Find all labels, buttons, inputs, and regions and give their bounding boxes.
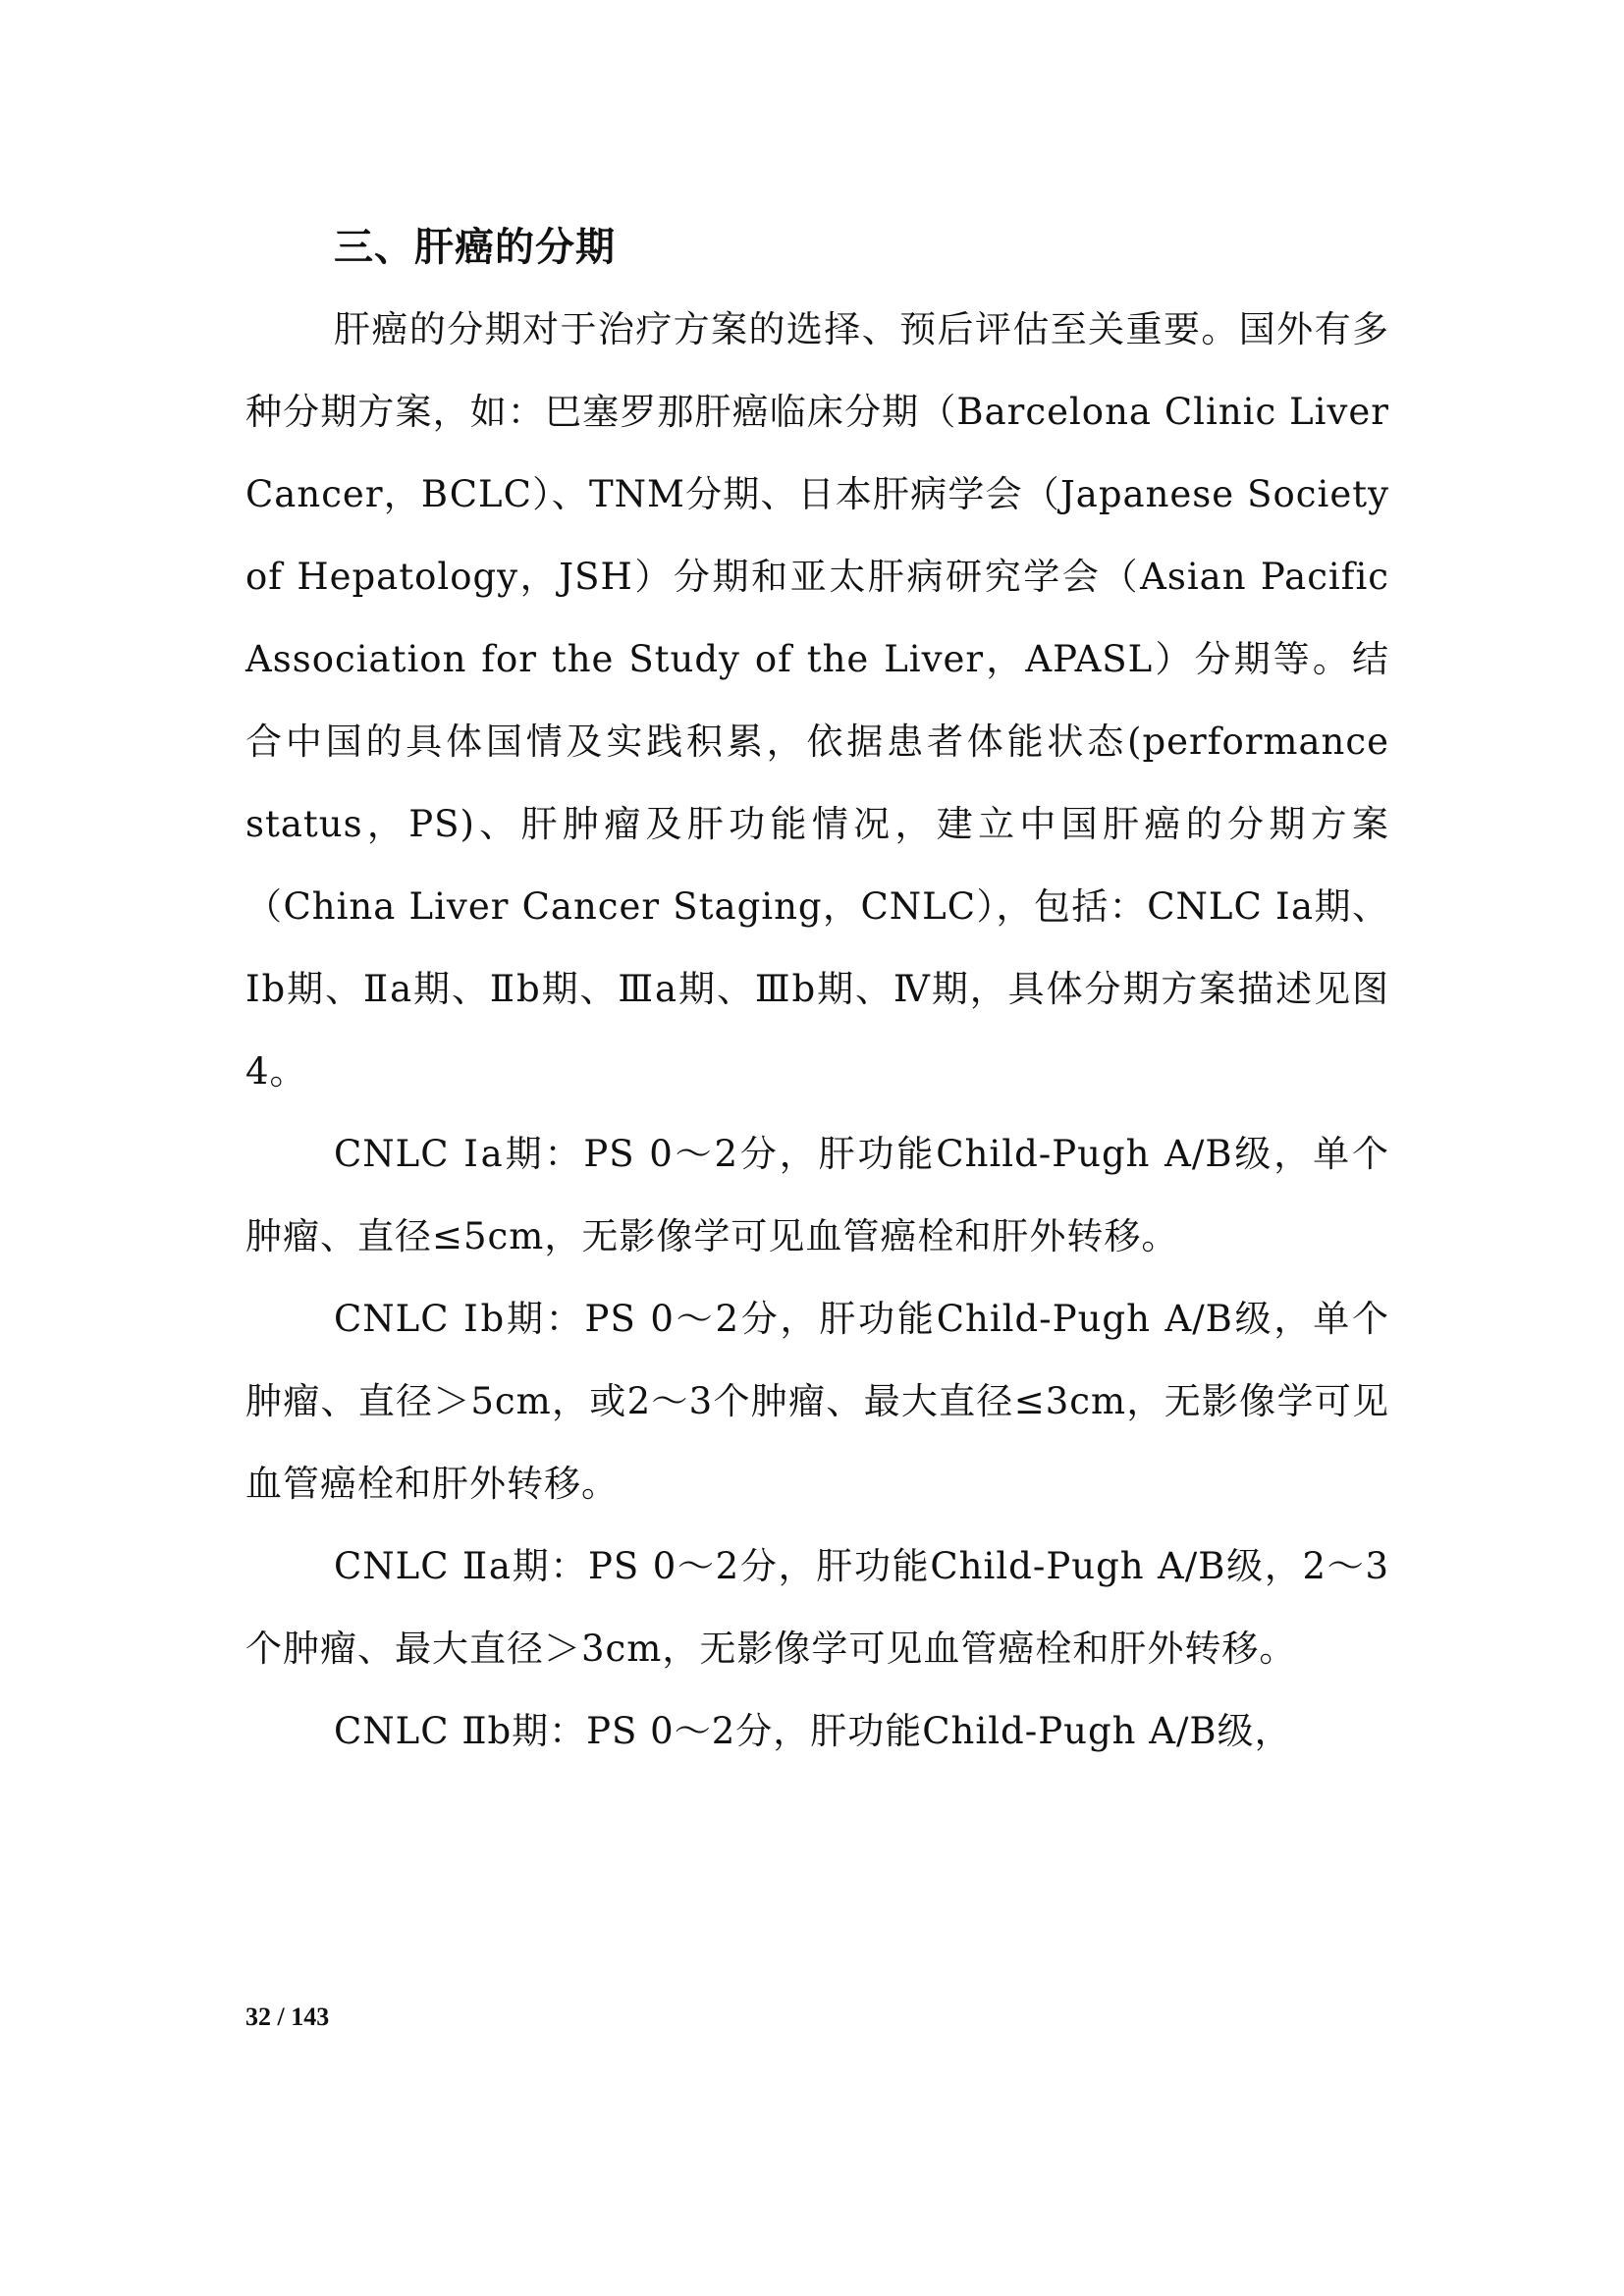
paragraph-stage-1b: CNLC Ⅰb期：PS 0～2分，肝功能Child-Pugh A/B级，单个肿瘤、直径＞5cm，或2～3个肿瘤、最大直径≤3cm，无影像学可见血管癌栓和肝外转移。	[245, 1298, 1389, 1505]
page-number: 32 / 143	[245, 2002, 330, 2031]
page-content	[245, 206, 1389, 1773]
paragraph-stage-2b: CNLC Ⅱb期：PS 0～2分，肝功能Child-Pugh A/B级，	[334, 1710, 1292, 1752]
paragraph-overview: 肝癌的分期对于治疗方案的选择、预后评估至关重要。国外有多种分期方案，如：巴塞罗那肝癌临床分期（Barcelona Clinic Liver Cancer，BCLC）、TNM分期、日本肝病学会（Japanese Society of Hepatology，JSH）分期和亚太肝病研究学会（Asian Pacific Association for the Study of the Liver，APASL）分期等。结合中国的具体国情及实践积累，依据患者体能状态(performance status，PS)、肝肿瘤及肝功能情况，建立中国肝癌的分期方案（China Liver Cancer Staging，CNLC），包括：CNLC Ⅰa期、Ⅰb期、Ⅱa期、Ⅱb期、Ⅲa期、Ⅲb期、Ⅳ期，具体分期方案描述见图4。	[245, 308, 1389, 1093]
section-heading: 三、肝癌的分期	[334, 225, 616, 270]
paragraph-stage-1a: CNLC Ⅰa期：PS 0～2分，肝功能Child-Pugh A/B级，单个肿瘤、直径≤5cm，无影像学可见血管癌栓和肝外转移。	[245, 1133, 1389, 1257]
paragraph-stage-2a: CNLC Ⅱa期：PS 0～2分，肝功能Child-Pugh A/B级，2～3个肿瘤、最大直径＞3cm，无影像学可见血管癌栓和肝外转移。	[245, 1545, 1389, 1670]
